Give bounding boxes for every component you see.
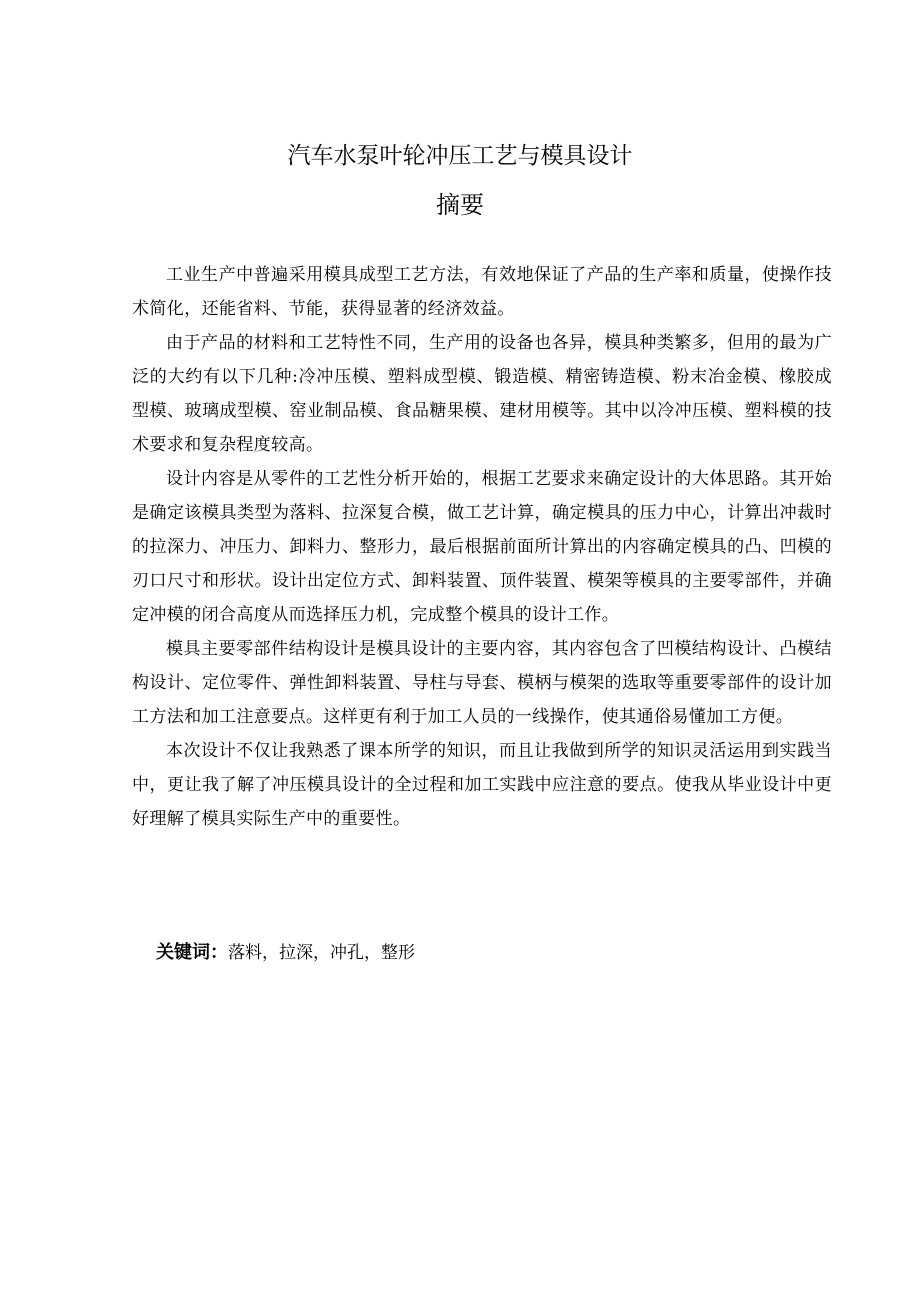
abstract-paragraph-1: 工业生产中普遍采用模具成型工艺方法，有效地保证了产品的生产率和质量，使操作技术简化，还能省料、节能，获得显著的经济效益。: [132, 265, 832, 319]
abstract-paragraph-2: 由于产品的材料和工艺特性不同，生产用的设备也各异，模具种类繁多，但用的最为广泛的大约有以下几种:冷冲压模、塑料成型模、锻造模、精密铸造模、粉末冶金模、橡胶成型模、玻璃成型模、窑业制品模、食品糖果模、建材用模等。其中以冷冲压模、塑料模的技术要求和复杂程度较高。: [132, 333, 832, 455]
keywords-label: 关键词：: [156, 942, 228, 963]
abstract-paragraph-5: 本次设计不仅让我熟悉了课本所学的知识，而且让我做到所学的知识灵活运用到实践当中，更让我了解了冲压模具设计的全过程和加工实践中应注意的要点。使我从毕业设计中更好理解了模具实际生产中的重要性。: [132, 741, 832, 829]
abstract-heading: 摘要: [436, 191, 484, 219]
abstract-paragraph-3: 设计内容是从零件的工艺性分析开始的，根据工艺要求来确定设计的大体思路。其开始是确定该模具类型为落料、拉深复合模，做工艺计算，确定模具的压力中心，计算出冲裁时的拉深力、冲压力、卸料力、整形力，最后根据前面所计算出的内容确定模具的凸、凹模的刃口尺寸和形状。设计出定位方式、卸料装置、顶件装置、模架等模具的主要零部件，并确定冲模的闭合高度从而选择压力机，完成整个模具的设计工作。: [132, 469, 832, 625]
abstract-paragraph-4: 模具主要零部件结构设计是模具设计的主要内容，其内容包含了凹模结构设计、凸模结构设计、定位零件、弹性卸料装置、导柱与导套、模柄与模架的选取等重要零部件的设计加工方法和加工注意要点。这样更有利于加工人员的一线操作，使其通俗易懂加工方便。: [132, 639, 832, 727]
keywords-line: [156, 936, 415, 970]
document-title: 汽车水泵叶轮冲压工艺与模具设计: [287, 143, 633, 169]
keywords-text: 落料，拉深，冲孔，整形: [228, 943, 415, 963]
abstract-body: [132, 258, 832, 836]
